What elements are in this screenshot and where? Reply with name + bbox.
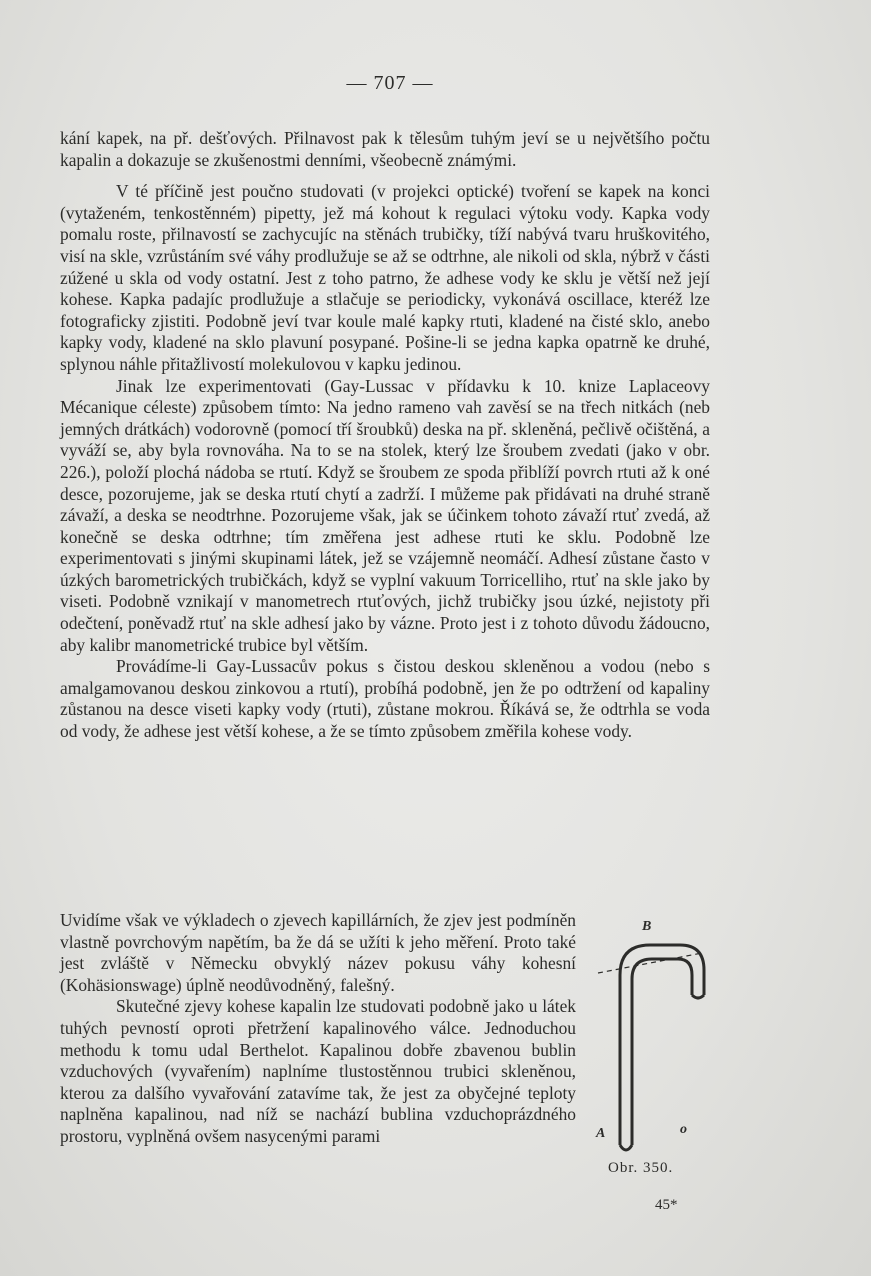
figure-label-o: o — [680, 1122, 687, 1137]
paragraph-6: Skutečné zjevy kohese kapalin lze studovati podobně jako u látek tuhých pevností oproti přetržení kapalinového válce. Jednoduchou methodu k tomu udal Berthelot. Kapalinou dobře zbavenou bublin vzduchových (vyvařením) naplníme tlustostěnnou trubici skleněnou, kterou za dalšího vyvařování zatavíme tak, že jest za obyčejné teploty naplněna kapalinou, nad níž se nachází bublina vzduchoprázdného prostoru, vyplněná ovšem nasycenými parami — [60, 996, 576, 1146]
figure-label-b: B — [642, 919, 652, 934]
paragraph-3: Jinak lze experimentovati (Gay-Lussac v přídavku k 10. knize Laplaceovy Mécanique céleste) způsobem tímto: Na jedno rameno vah zavěsí se na třech nitkách (neb jemných drátkách) vodorovně (pomocí tří šroubků) deska na př. skleněná, pečlivě očištěná, a vyváží se, aby byla rovnováha. Na to se na stolek, který lze šroubem zvedati (jako v obr. 226.), položí plochá nádoba se rtutí. Když se šroubem ze spoda přiblíží povrch rtuti až k oné desce, pozorujeme, jak se deska rtutí chytí a zadrží. I můžeme pak přidávati na druhé straně závaží, a deska se neodtrhne. Pozorujeme však, jak se účinkem tohoto závaží rtuť zvedá, až konečně se deska odtrhne; tím změřena jest adhese rtuti ke sklu. Podobně lze experimentovati s jinými skupinami látek, jež se vzájemně neomáčí. Adhesí zůstane často v úzkých barometrických trubičkách, když se vyplní vakuum Torricelliho, rtuť na skle jako by viseti. Podobně vznikají v manometrech rtuťových, jichž trubičky jsou úzké, nejistoty při odečtení, poněvadž rtuť na skle adhesí jako by vázne. Proto jest i z tohoto důvodu žádoucno, aby kalibr manometrické trubice byl větším. — [60, 375, 710, 655]
paragraph-5: Uvidíme však ve výkladech o zjevech kapillárních, že zjev jest podmíněn vlastně povrchovým napětím, ba že dá se užíti k jeho měření. Proto také jest zvláště v Německu obvyklý název pokusu váhy kohesní (Kohäsionswage) úplně neodůvodněný, falešný. — [60, 910, 576, 995]
figure-350 — [592, 915, 712, 1195]
figure-label-a: A — [596, 1126, 606, 1141]
page-number: — 707 — — [346, 72, 434, 94]
paragraph-1: kání kapek, na př. dešťových. Přilnavost pak k tělesům tuhým jeví se u největšího počtu kapalin a dokazuje se zkušenostmi denními, všeobecně známými. — [60, 128, 710, 170]
sheet-signature: 45* — [655, 1197, 678, 1213]
u-tube-diagram — [592, 915, 712, 1160]
main-text-wide — [60, 128, 710, 743]
paragraph-2: V té příčině jest poučno studovati (v projekci optické) tvoření se kapek na konci (vytaženém, tenkostěnném) pipetty, jež má kohout k regulaci výtoku vody. Kapka vody pomalu roste, přilnavostí se zachycujíc na stěnách trubičky, tíží nabývá tvaru hruškovitého, visí na skle, vzrůstáním své váhy prodlužuje se až se odtrhne, ale nikoli od skla, nýbrž v části zúžené u skla od vody ostatní. Jest z toho patrno, že adhese vody ke sklu je větší než její kohese. Kapka padajíc prodlužuje a stlačuje se periodicky, vykonává oscillace, kteréž lze fotograficky zjistiti. Podobně jeví tvar koule malé kapky rtuti, kladené na čisté sklo, anebo kapky vody, kladené na sklo plavuní posypané. Pošine-li se jedna kapka opatrně ke druhé, splynou náhle přitažlivostí molekulovou v kapku jedinou. — [60, 181, 710, 374]
figure-caption: Obr. 350. — [608, 1160, 674, 1176]
main-text-narrow — [60, 910, 576, 1148]
paragraph-4: Provádíme-li Gay-Lussacův pokus s čistou deskou skleněnou a vodou (nebo s amalgamovanou deskou zinkovou a rtutí), probíhá podobně, jen že po odtržení od kapaliny zůstanou na desce viseti kapky vody (rtuti), zůstane mokrou. Říkává se, že odtrhla se voda od vody, že adhese jest větší kohese, a že se tímto způsobem změřila kohese vody. — [60, 656, 710, 742]
